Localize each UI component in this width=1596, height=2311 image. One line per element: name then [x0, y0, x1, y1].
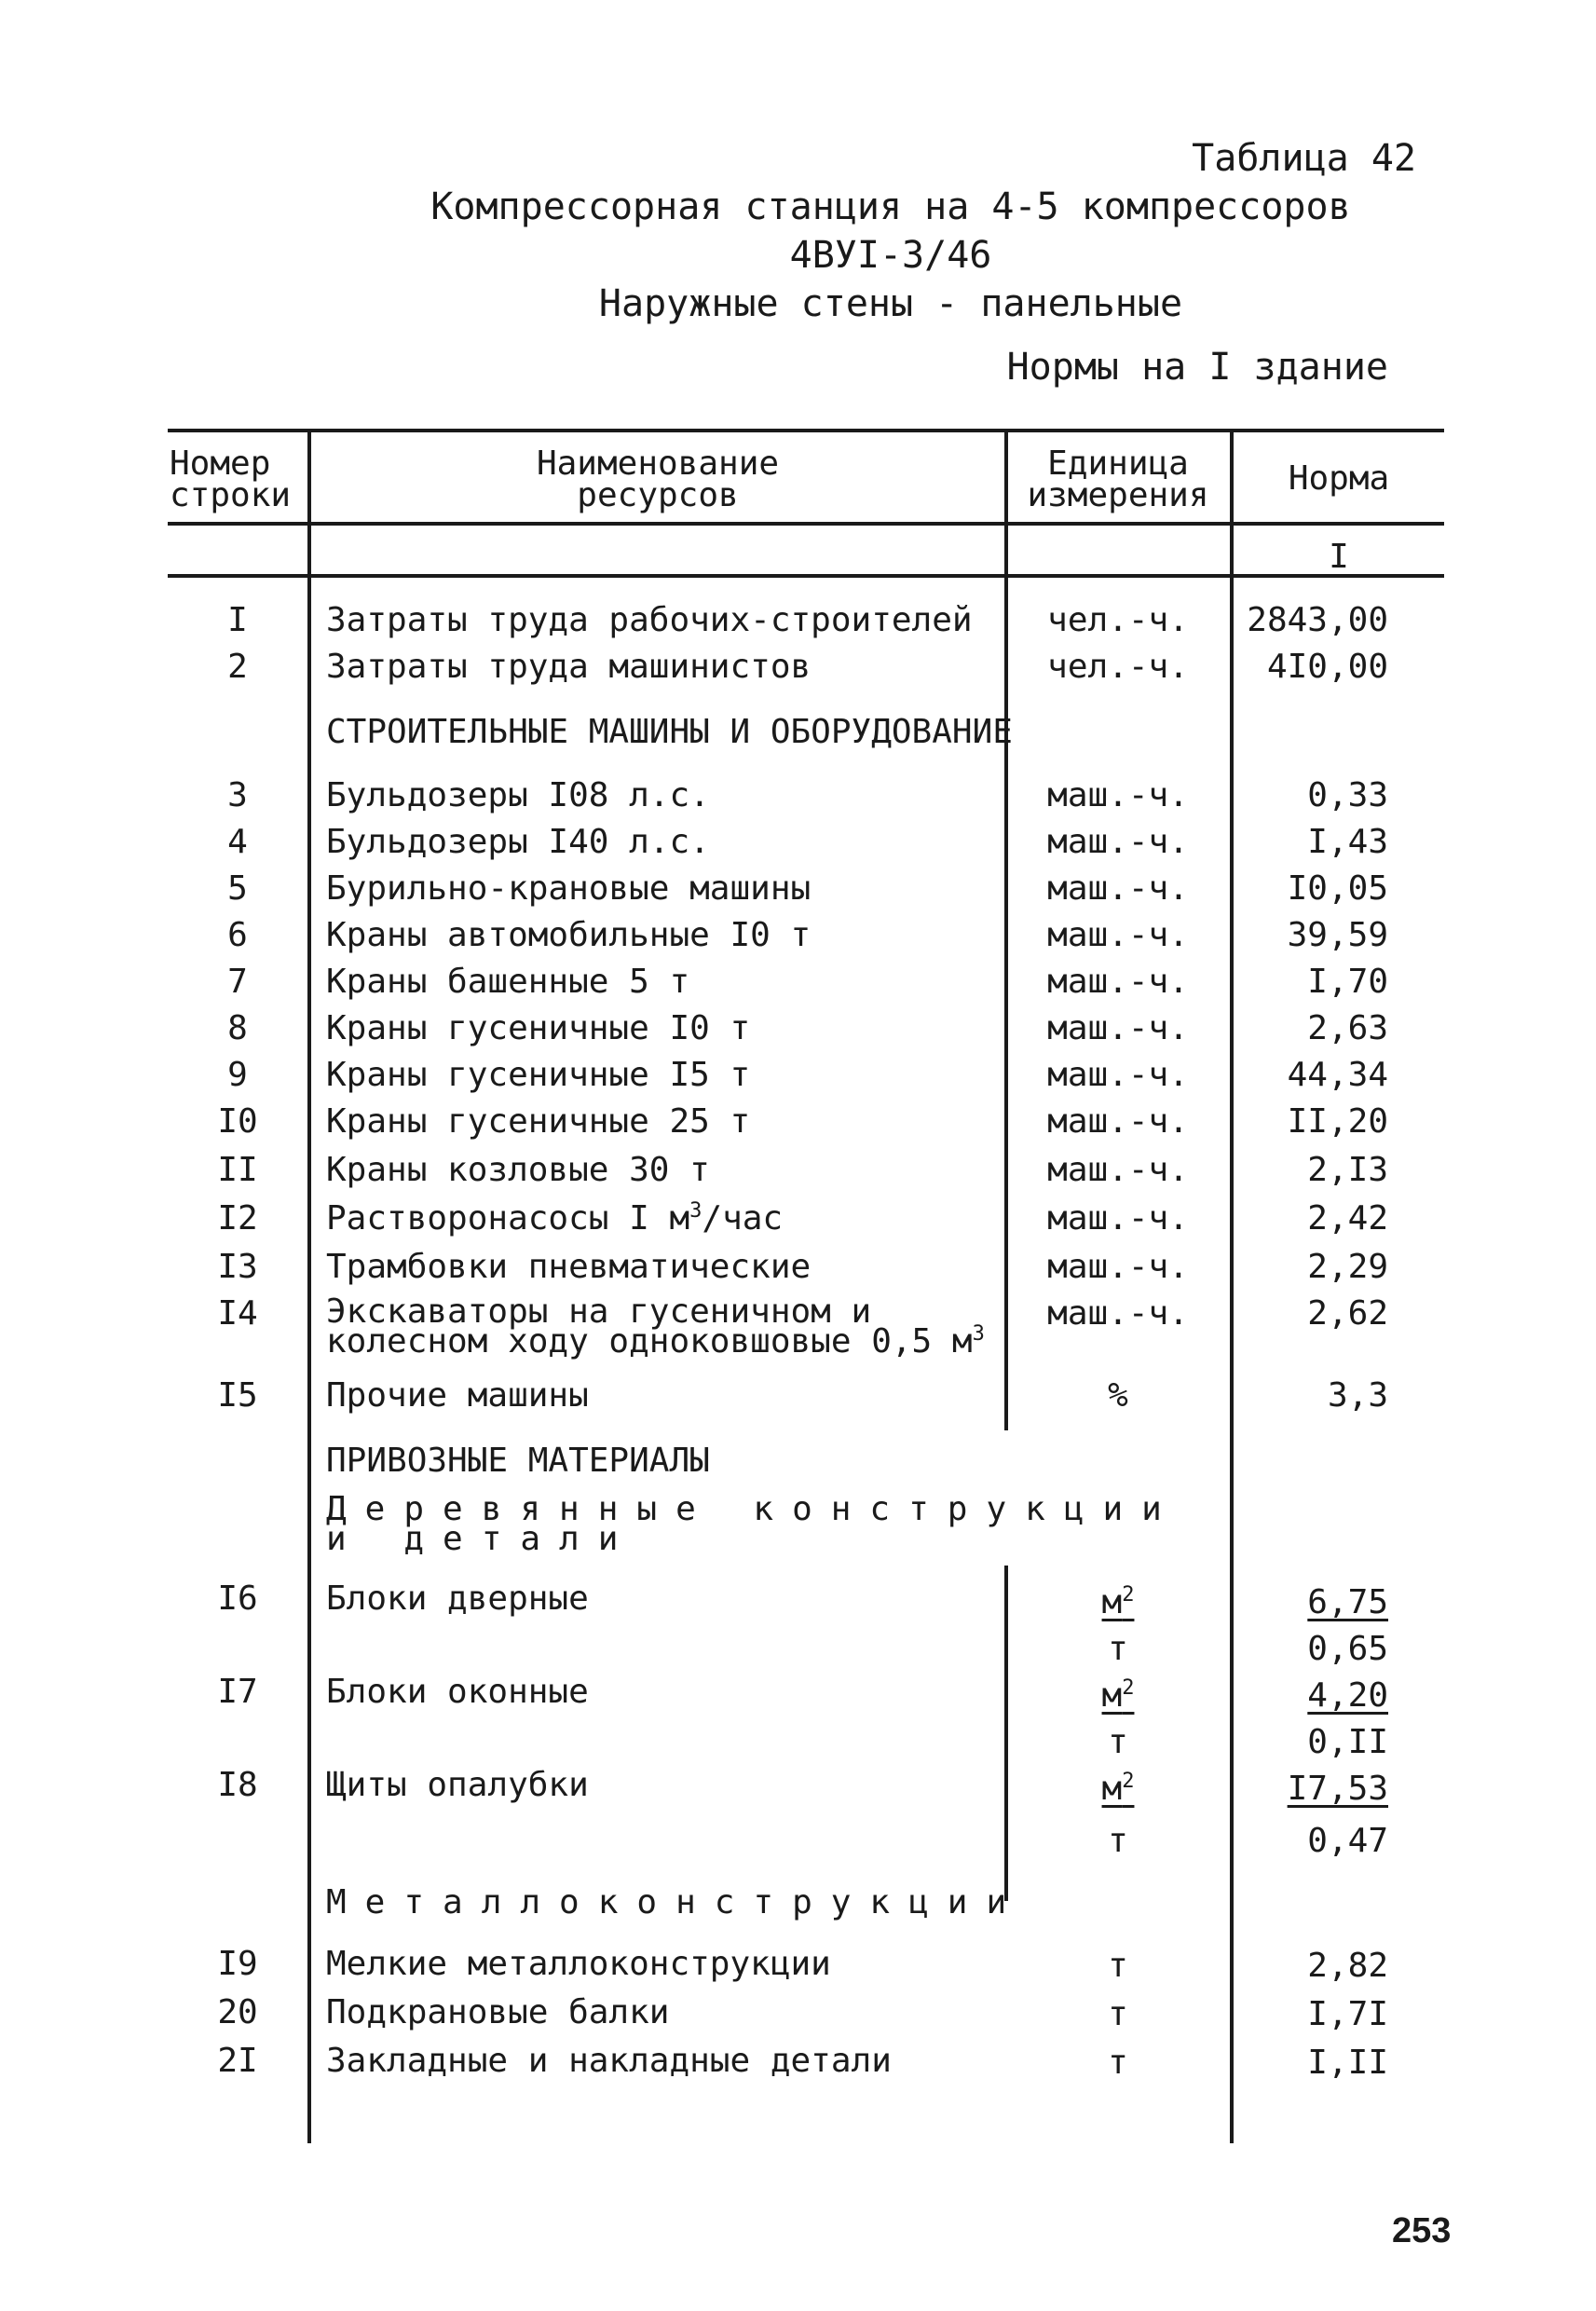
row-value: 2,82 — [1307, 1947, 1388, 1985]
title-line-2: 4ВУI-3/46 — [789, 234, 992, 277]
row-number: 2 — [227, 648, 248, 686]
table-top-rule — [168, 429, 1444, 432]
row-value: 0,33 — [1307, 776, 1388, 814]
row-number: 2I — [217, 2042, 258, 2080]
col-unit-line1: Единица — [1047, 444, 1189, 483]
row-name-sup: 3 — [689, 1199, 703, 1223]
row-value-secondary: 0,II — [1307, 1723, 1388, 1761]
col-norm: Норма — [1288, 459, 1390, 498]
row-value: I,43 — [1307, 823, 1388, 861]
row-value-primary: I7,53 — [1287, 1770, 1388, 1808]
row-name: Краны гусеничные I0 т — [326, 1009, 751, 1047]
row-name — [326, 1200, 783, 1238]
row-name-text: Растворонасосы I м — [326, 1199, 690, 1238]
col-unit-line2: измерения — [1027, 476, 1209, 514]
row-number: 8 — [227, 1009, 248, 1047]
row-value: I,70 — [1307, 963, 1388, 1001]
table-label: Таблица 42 — [1192, 137, 1416, 180]
row-number: I — [227, 601, 248, 639]
header-rule — [168, 522, 1444, 526]
row-name: Блоки дверные — [326, 1579, 589, 1618]
row-number: I7 — [217, 1673, 258, 1711]
unit-sup: 2 — [1122, 1583, 1135, 1607]
row-value-secondary: 0,47 — [1307, 1822, 1388, 1860]
row-value: I0,05 — [1287, 869, 1388, 908]
row-name: Затраты труда рабочих-строителей — [326, 601, 973, 639]
row-unit: маш.-ч. — [1047, 1199, 1189, 1238]
row-value: 2843,00 — [1247, 601, 1388, 639]
unit-sup: 2 — [1122, 1676, 1135, 1700]
subsection-wood-line2: и детали — [326, 1520, 637, 1558]
row-value: 2,63 — [1307, 1009, 1388, 1047]
row-name: Краны башенные 5 т — [326, 963, 690, 1001]
row-value: 44,34 — [1287, 1056, 1388, 1094]
unit-text: м — [1101, 1676, 1123, 1715]
row-name-line1: Экскаваторы на гусеничном и — [326, 1292, 872, 1331]
row-unit-secondary: т — [1108, 1822, 1128, 1860]
row-unit: т — [1108, 1947, 1128, 1985]
row-name: Подкрановые балки — [326, 1993, 670, 2031]
row-value-primary: 6,75 — [1307, 1583, 1388, 1621]
row-number: II — [217, 1151, 258, 1189]
row-name-line2 — [326, 1322, 985, 1361]
row-unit-primary — [1008, 1771, 1228, 1808]
row-name-sup: 3 — [972, 1322, 985, 1346]
col-name-line2: ресурсов — [577, 476, 739, 514]
col-rowno-line2: строки — [170, 476, 292, 514]
row-unit: т — [1108, 2044, 1128, 2082]
row-number: 20 — [217, 1993, 258, 2031]
section-heading-machines: СТРОИТЕЛЬНЫЕ МАШИНЫ И ОБОРУДОВАНИЕ — [326, 713, 1013, 751]
row-name: Бульдозеры I40 л.с. — [326, 823, 710, 861]
row-number: I8 — [217, 1766, 258, 1804]
unit-sup: 2 — [1122, 1770, 1135, 1793]
row-unit: маш.-ч. — [1047, 1151, 1189, 1189]
row-unit: маш.-ч. — [1047, 1248, 1189, 1286]
row-number: I4 — [217, 1294, 258, 1333]
row-number: 3 — [227, 776, 248, 814]
row-number: I0 — [217, 1102, 258, 1141]
col-norm-sub: I — [1329, 538, 1349, 576]
row-value: 3,3 — [1327, 1376, 1388, 1415]
section-heading-materials: ПРИВОЗНЫЕ МАТЕРИАЛЫ — [326, 1442, 710, 1480]
row-name: Прочие машины — [326, 1376, 589, 1415]
row-unit: чел.-ч. — [1047, 648, 1189, 686]
row-unit: маш.-ч. — [1047, 963, 1189, 1001]
row-name: Щиты опалубки — [326, 1766, 589, 1804]
title-line-1: Компрессорная станция на 4-5 компрессоров — [430, 185, 1351, 228]
row-name-tail: /час — [702, 1199, 784, 1238]
page-number: 253 — [1392, 2211, 1452, 2250]
col-rowno-line1: Номер — [170, 444, 271, 483]
row-unit: маш.-ч. — [1047, 1009, 1189, 1047]
row-unit: маш.-ч. — [1047, 776, 1189, 814]
row-unit: маш.-ч. — [1047, 916, 1189, 954]
row-name: Краны козловые 30 т — [326, 1151, 710, 1189]
column-divider-3 — [1230, 429, 1234, 2143]
row-value: 39,59 — [1287, 916, 1388, 954]
row-unit-secondary: т — [1108, 1723, 1128, 1761]
row-name: Краны автомобильные I0 т — [326, 916, 812, 954]
row-name: Краны гусеничные I5 т — [326, 1056, 751, 1094]
row-unit: % — [1108, 1376, 1128, 1415]
row-name: Затраты труда машинистов — [326, 648, 812, 686]
row-name: Бульдозеры I08 л.с. — [326, 776, 710, 814]
row-unit-primary — [1008, 1584, 1228, 1621]
row-unit: маш.-ч. — [1047, 1102, 1189, 1141]
row-number: 7 — [227, 963, 248, 1001]
row-number: 5 — [227, 869, 248, 908]
row-unit-primary — [1008, 1677, 1228, 1715]
row-name: Трамбовки пневматические — [326, 1248, 812, 1286]
subsection-metal: Металлоконструкции — [326, 1883, 1026, 1921]
row-name: Мелкие металлоконструкции — [326, 1945, 831, 1983]
row-unit: т — [1108, 1995, 1128, 2033]
row-value-primary: 4,20 — [1307, 1676, 1388, 1715]
row-value: 4I0,00 — [1266, 648, 1388, 686]
title-line-3: Наружные стены - панельные — [598, 282, 1183, 325]
row-name: Бурильно-крановые машины — [326, 869, 812, 908]
unit-text: м — [1101, 1770, 1123, 1808]
row-number: I3 — [217, 1248, 258, 1286]
row-unit-secondary: т — [1108, 1630, 1128, 1668]
row-number: 6 — [227, 916, 248, 954]
row-unit: чел.-ч. — [1047, 601, 1189, 639]
row-unit: маш.-ч. — [1047, 1294, 1189, 1333]
row-value: I,II — [1307, 2044, 1388, 2082]
row-name-text: колесном ходу одноковшовые 0,5 м — [326, 1322, 973, 1361]
row-unit: маш.-ч. — [1047, 869, 1189, 908]
row-unit: маш.-ч. — [1047, 823, 1189, 861]
row-number: I6 — [217, 1579, 258, 1618]
row-value-secondary: 0,65 — [1307, 1630, 1388, 1668]
row-name: Краны гусеничные 25 т — [326, 1102, 751, 1141]
row-unit: маш.-ч. — [1047, 1056, 1189, 1094]
row-value: 2,42 — [1307, 1199, 1388, 1238]
unit-text: м — [1101, 1583, 1123, 1621]
subsection-wood-line1: Деревянные конструкции — [326, 1490, 1180, 1528]
row-number: I9 — [217, 1945, 258, 1983]
row-number: 9 — [227, 1056, 248, 1094]
row-number: 4 — [227, 823, 248, 861]
row-value: 2,I3 — [1307, 1151, 1388, 1189]
row-value: 2,62 — [1307, 1294, 1388, 1333]
row-value: II,20 — [1287, 1102, 1388, 1141]
column-divider-1 — [307, 429, 311, 2143]
row-name: Закладные и накладные детали — [326, 2042, 892, 2080]
row-name: Блоки оконные — [326, 1673, 589, 1711]
col-name-line1: Наименование — [536, 444, 780, 483]
row-value: I,7I — [1307, 1995, 1388, 2033]
row-number: I2 — [217, 1199, 258, 1238]
row-number: I5 — [217, 1376, 258, 1415]
norms-note: Нормы на I здание — [1006, 346, 1388, 389]
row-value: 2,29 — [1307, 1248, 1388, 1286]
